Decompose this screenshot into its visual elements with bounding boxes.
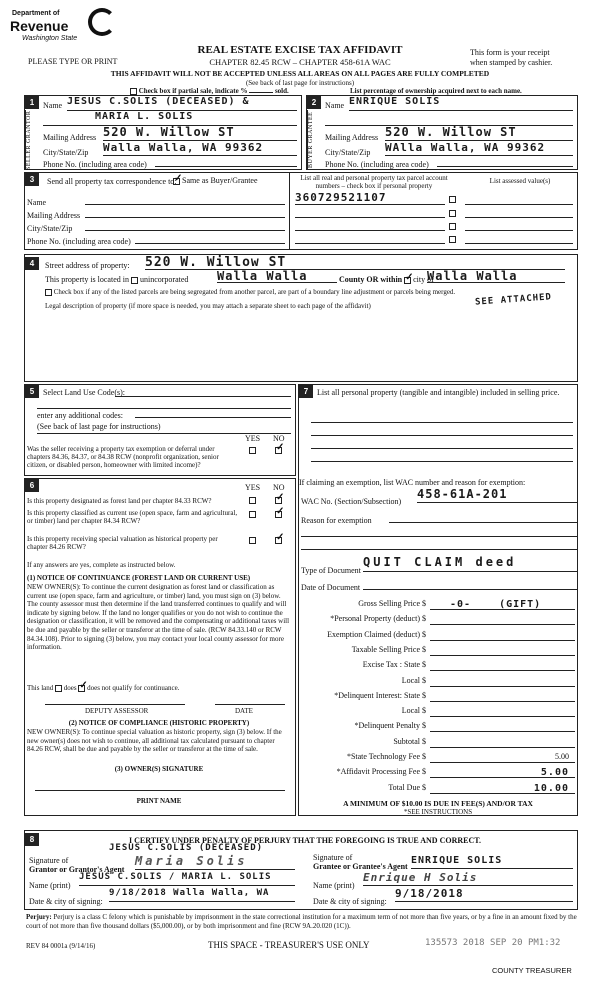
fee-value-field[interactable]: 10.00	[430, 783, 575, 794]
fee-value-field[interactable]: 5.00	[430, 767, 575, 778]
reason-field-2[interactable]	[301, 531, 577, 537]
grantor-signature-field[interactable]: Maria Solis	[135, 854, 295, 870]
grantor-date-city-label: Date & city of signing:	[29, 897, 103, 906]
current-use-yes-checkbox[interactable]	[249, 511, 256, 518]
if-yes-note: If any answers are yes, complete as instructed below.	[27, 561, 176, 569]
check-mark-icon: ✓	[79, 679, 88, 691]
grantee-sig-of-label: Signature of	[313, 853, 353, 862]
check-mark-icon: ✓	[276, 442, 285, 453]
section-8	[24, 830, 578, 910]
fee-label: Taxable Selling Price	[351, 644, 420, 654]
section-number: 4	[25, 257, 39, 270]
fee-row	[300, 737, 590, 749]
fee-label: *Delinquent Interest: State	[334, 690, 420, 700]
grantee-name-field[interactable]: Enrique H Solis	[363, 871, 573, 886]
seller-grantor-label: SELLER GRANTOR	[25, 110, 39, 170]
fee-label: Local	[401, 675, 420, 685]
within-city-row: County OR within ✓ city of	[339, 271, 434, 284]
dollar-sign: $	[422, 614, 426, 624]
buyer-city-field[interactable]: WAlla Walla, WA 99362	[385, 141, 573, 156]
fee-note: (GIFT)	[499, 599, 542, 610]
owner-signature-line[interactable]	[35, 785, 285, 791]
fee-row	[300, 706, 590, 718]
check-mark-icon: ✓	[405, 271, 414, 283]
date-label: DATE	[235, 707, 253, 715]
section-1	[24, 95, 302, 170]
fee-row	[300, 645, 590, 657]
notice-compliance-title: (2) NOTICE OF COMPLIANCE (HISTORIC PROPERTY)	[68, 719, 250, 727]
partial-sale-checkbox[interactable]	[130, 88, 137, 95]
check-mark-icon: ✓	[174, 172, 183, 184]
doc-type-label: Type of Document	[301, 566, 361, 575]
check-mark-icon: ✓	[276, 492, 285, 503]
seller-city-field[interactable]: Walla Walla, WA 99362	[103, 141, 297, 156]
dollar-sign: $	[422, 629, 426, 639]
receipt-line1: This form is your receipt	[470, 48, 550, 57]
parcel-number-field[interactable]	[295, 208, 445, 218]
fee-label: *Affidavit Processing Fee	[336, 767, 420, 777]
fee-label: Gross Selling Price	[358, 599, 420, 608]
segregated-row: Check box if any of the listed parcels are being segregated from another parcel, are part of a boundary line adjustment or parcels being merged.	[45, 288, 455, 296]
send-city-field[interactable]	[85, 221, 285, 231]
county-treasurer: COUNTY TREASURER	[492, 966, 572, 975]
dollar-sign: $	[422, 599, 426, 608]
seller-name-label: Name	[43, 101, 63, 110]
check-mark-icon: ✓	[276, 506, 285, 517]
fee-value-field[interactable]	[430, 630, 575, 641]
fee-label: Subtotal	[393, 736, 420, 746]
fee-value-field[interactable]	[430, 660, 575, 671]
historic-no-checkbox[interactable]	[275, 532, 285, 544]
seller-phone-label: Phone No. (including area code)	[43, 160, 147, 169]
see-back: (See back of last page for instructions)	[245, 79, 355, 87]
notice-continuance-text: NEW OWNER(S): To continue the current designation as forest land or classification as current use (open space, farm and agriculture, or timber) land, you must sign on (3) below. The county assessor must then determine if the land transferred continues to qualify and will indicate by signing below. If the land no longer qualifies or you do not wish to continue the designation or classification, it will be removed and the compensating or additional taxes will be due and payable by the seller or transferor at the time of sale. (RCW 84.33.140 or RCW 84.34.108). Prior to signing (3) below, you may contact your local county assessor for more information.	[27, 583, 290, 652]
same-as-buyer: ✓ Same as Buyer/Grantee	[174, 172, 258, 185]
dollar-sign: $	[422, 675, 426, 685]
dollar-sign: $	[422, 752, 426, 761]
county-field[interactable]: Walla Walla	[217, 269, 337, 283]
section-3	[24, 172, 578, 250]
assessed-value-field[interactable]	[465, 195, 573, 205]
buyer-address-label: Mailing Address	[325, 133, 379, 142]
personal-property-checkbox[interactable]	[449, 196, 456, 203]
fee-row	[300, 721, 590, 733]
section-number: 1	[25, 96, 39, 109]
seller-name-field-2[interactable]: MARIA L. SOLIS	[43, 111, 297, 126]
land-use-field[interactable]	[115, 387, 291, 397]
percentage-note: List percentage of ownership acquired next to each name.	[350, 87, 522, 95]
buyer-name-label: Name	[325, 101, 345, 110]
perjury-notice: Perjury: Perjury is a class C felony which is punishable by imprisonment in the state correctional institution for a maximum term of not more than five years, or by a fine in an amount fixed by the court of not more than five thousand dollars ($5,000.00), or by both imprisonment and fine (RCW 9A.20.020 (1C)).	[26, 913, 577, 930]
no-header: NO	[273, 434, 285, 443]
doc-type-field[interactable]: QUIT CLAIM deed	[363, 555, 577, 572]
section-number: 6	[25, 479, 39, 492]
see-back-note: (See back of last page for instructions)	[37, 422, 161, 431]
historic-question: Is this property receiving special valuation as historical property per chapter 84.26 RCW?	[27, 535, 218, 551]
fee-row	[300, 599, 590, 611]
divider	[289, 173, 290, 249]
fee-label: Excise Tax : State	[362, 660, 420, 670]
forest-yes-checkbox[interactable]	[249, 497, 256, 504]
seller-name-field[interactable]: JESUS C.SOLIS (DECEASED) &	[67, 96, 297, 111]
see-instructions: *SEE INSTRUCTIONS	[403, 808, 473, 816]
print-note: PLEASE TYPE OR PRINT	[28, 57, 118, 66]
dollar-sign: $	[422, 721, 426, 731]
fee-label: Total Due	[388, 782, 420, 792]
reason-field[interactable]	[389, 513, 577, 523]
grantee-date-city-label: Date & city of signing:	[313, 897, 387, 906]
fee-value-field[interactable]	[430, 599, 575, 610]
dept-line2: Revenue	[10, 18, 69, 34]
warning: THIS AFFIDAVIT WILL NOT BE ACCEPTED UNLESS ALL AREAS ON ALL PAGES ARE FULLY COMPLETED	[110, 69, 490, 78]
dept-line3: Washington State	[22, 35, 78, 42]
buyer-grantee-label: BUYER GRANTEE	[307, 110, 321, 170]
dollar-sign: $	[422, 660, 426, 670]
fee-row	[300, 783, 590, 795]
grantor-agent-label: Grantor or Grantor's Agent	[29, 865, 125, 874]
section-number: 3	[25, 173, 39, 186]
buyer-phone-field[interactable]	[437, 157, 573, 167]
deputy-signature-line[interactable]	[45, 699, 185, 705]
current-use-question: Is this property classified as current use (open space, farm and agricultural, or timber) land per chapter 84.34 RCW?	[27, 509, 238, 525]
legal-description-label: Legal description of property (if more space is needed, you may attach a separate sheet to each page of the affidavit)	[45, 302, 371, 310]
logo-mark-icon	[88, 8, 116, 36]
reason-field-3[interactable]	[301, 544, 577, 550]
grantor-date-field[interactable]: 9/18/2018 Walla Walla, WA	[109, 888, 295, 902]
form-title: REAL ESTATE EXCISE TAX AFFIDAVIT	[197, 44, 403, 56]
personal-property-checkbox[interactable]	[449, 223, 456, 230]
form-subtitle: CHAPTER 82.45 RCW – CHAPTER 458-61A WAC	[209, 57, 391, 67]
deputy-assessor-label: DEPUTY ASSESSOR	[85, 707, 149, 715]
deputy-date-line[interactable]	[215, 699, 285, 705]
seller-address-field[interactable]: 520 W. Willow ST	[103, 125, 297, 141]
buyer-phone-label: Phone No. (including area code)	[325, 160, 429, 169]
buyer-name-field-2[interactable]	[325, 111, 573, 126]
notice-continuance-title: (1) NOTICE OF CONTINUANCE (FOREST LAND OR CURRENT USE)	[27, 574, 251, 582]
notice-compliance-text: NEW OWNER(S): To continue special valuation as historic property, sign (3) below. If the new owner(s) does not wish to continue, all additional tax calculated pursuant to chapter 84.26 RCW, shall be due and payable by the seller or transferor at the time of sale.	[27, 728, 282, 754]
fee-label: *Personal Property (deduct)	[330, 614, 420, 624]
exemption-claim-label: If claiming an exemption, list WAC number and reason for exemption:	[299, 478, 526, 487]
fee-value-field[interactable]	[430, 706, 575, 717]
street-label: Street address of property:	[45, 261, 130, 270]
dollar-sign: $	[422, 782, 426, 792]
wac-field[interactable]: 458-61A-201	[417, 487, 577, 503]
personal-property-label: List all personal property (tangible and intangible) included in selling price.	[317, 388, 560, 397]
yes-header: YES	[245, 483, 261, 492]
send-phone-field[interactable]	[135, 234, 285, 244]
send-city-label: City/State/Zip	[27, 224, 73, 233]
send-phone-label: Phone No. (including area code)	[27, 237, 131, 246]
fee-row	[300, 630, 590, 642]
grantee-date-field[interactable]: 9/18/2018	[395, 887, 573, 902]
assessed-value-field[interactable]	[465, 208, 573, 218]
yes-header: YES	[245, 434, 261, 443]
exemption-question: Was the seller receiving a property tax exemption or deferral under chapters 84.36, 84.37, or 84.38 RCW (nonprofit organization, senior citizen, or disabled person, homeowner with limited income)?	[27, 445, 219, 469]
historic-yes-checkbox[interactable]	[249, 537, 256, 544]
forest-question: Is this property designated as forest land per chapter 84.33 RCW?	[27, 497, 212, 505]
exemption-yes-checkbox[interactable]	[249, 447, 256, 454]
dept-line1: Department of	[12, 10, 60, 17]
dollar-sign: $	[422, 690, 426, 700]
buyer-city-label: City/State/Zip	[325, 148, 371, 157]
parcel-number-field[interactable]	[295, 234, 445, 244]
section-2	[306, 95, 578, 170]
print-name-label: PRINT NAME	[136, 797, 182, 805]
current-use-no-checkbox[interactable]	[275, 506, 285, 518]
parcel-header: List all real and personal property tax parcel account numbers – check box if personal property	[300, 174, 448, 190]
forest-no-checkbox[interactable]	[275, 492, 285, 504]
segregated-checkbox[interactable]	[45, 289, 52, 296]
fee-label: Local	[401, 706, 420, 716]
land-use-label: Select Land Use Code(s):	[43, 388, 125, 397]
personal-property-checkbox[interactable]	[449, 236, 456, 243]
assessed-value-field[interactable]	[465, 234, 573, 244]
grantor-sig-of-label: Signature of	[29, 856, 69, 865]
personal-property-line[interactable]	[311, 443, 573, 449]
personal-property-checkbox[interactable]	[449, 210, 456, 217]
city-of-checkbox[interactable]	[404, 271, 414, 284]
fee-value-field[interactable]	[430, 645, 575, 656]
section-number: 5	[25, 385, 39, 398]
wac-label: WAC No. (Section/Subsection)	[301, 497, 402, 506]
fee-row	[300, 691, 590, 703]
fee-row	[300, 767, 590, 779]
send-address-field[interactable]	[85, 208, 285, 218]
grantor-name-print-label: Name (print)	[29, 881, 71, 890]
fee-value-field[interactable]	[430, 676, 575, 687]
fee-label: *Delinquent Penalty	[354, 721, 420, 731]
legal-description-field[interactable]: SEE ATTACHED	[474, 292, 553, 308]
minimum-note: A MINIMUM OF $10.00 IS DUE IN FEE(S) AND/OR TAX	[343, 799, 533, 808]
receipt-line2: when stamped by cashier.	[470, 58, 553, 67]
section-4	[24, 254, 578, 382]
fee-row	[300, 752, 590, 764]
unincorporated-checkbox[interactable]	[131, 277, 138, 284]
city-field[interactable]: Walla Walla	[427, 269, 565, 283]
fee-value-field[interactable]	[430, 737, 575, 748]
section-number: 8	[25, 833, 39, 846]
personal-property-line[interactable]	[311, 430, 573, 436]
seller-address-label: Mailing Address	[43, 133, 97, 142]
exemption-no-checkbox[interactable]	[275, 442, 285, 454]
section-6	[24, 478, 296, 816]
dor-logo	[8, 8, 120, 48]
land-use-field-2[interactable]	[37, 403, 291, 409]
fee-value-field[interactable]	[430, 614, 575, 625]
fee-label: *State Technology Fee	[346, 752, 420, 761]
does-not-checkbox[interactable]	[78, 679, 88, 692]
same-as-buyer-checkbox[interactable]	[173, 172, 183, 185]
grantee-agent-label: Grantee or Grantee's Agent	[313, 862, 408, 871]
form-number: REV 84 0001a (9/14/16)	[26, 942, 96, 950]
grantee-signature-field[interactable]: ENRIQUE SOLIS	[411, 855, 573, 869]
section-number: 2	[307, 96, 321, 109]
doc-date-label: Date of Document	[301, 583, 361, 592]
dollar-sign: $	[422, 736, 426, 746]
reason-label: Reason for exemption	[301, 516, 372, 525]
dollar-sign: $	[422, 706, 426, 716]
fee-row	[300, 676, 590, 688]
doc-date-field[interactable]	[363, 580, 577, 590]
fee-row	[300, 614, 590, 626]
section-number: 7	[299, 385, 313, 398]
send-address-label: Mailing Address	[27, 211, 81, 220]
parcel-number-field[interactable]	[295, 221, 445, 231]
treasurer-stamp: 135573 2018 SEP 20 PM1:32	[425, 938, 561, 948]
certify-statement: I CERTIFY UNDER PENALTY OF PERJURY THAT THE FOREGOING IS TRUE AND CORRECT.	[128, 836, 481, 845]
fee-value: -0-	[450, 599, 472, 610]
grantor-name-field[interactable]: JESUS C.SOLIS / MARIA L. SOLIS	[79, 872, 295, 886]
fee-value-field[interactable]	[430, 691, 575, 702]
personal-property-line[interactable]	[311, 417, 573, 423]
fee-value-field[interactable]	[430, 721, 575, 732]
dollar-sign: $	[422, 644, 426, 654]
continuance-row: This land does ✓ does not qualify for continuance.	[27, 679, 180, 692]
treasurer-space: THIS SPACE - TREASURER'S USE ONLY	[208, 940, 370, 950]
partial-sale: Check box if partial sale, indicate % sold.	[130, 87, 289, 95]
buyer-name-field[interactable]: ENRIQUE SOLIS	[349, 96, 573, 111]
grantee-name-print-label: Name (print)	[313, 881, 355, 890]
personal-property-line[interactable]	[311, 456, 573, 462]
send-name-label: Name	[27, 198, 47, 207]
dollar-sign: $	[422, 767, 426, 777]
buyer-address-field[interactable]: 520 W. Willow ST	[385, 125, 573, 141]
section-5	[24, 384, 296, 476]
fee-row	[300, 660, 590, 672]
send-name-field[interactable]	[85, 195, 285, 205]
fee-value-field[interactable]: 5.00	[430, 752, 575, 763]
owner-signature-label: (3) OWNER(S) SIGNATURE	[114, 765, 204, 773]
check-mark-icon: ✓	[276, 532, 285, 543]
assessed-header: List assessed value(s)	[489, 177, 551, 185]
fee-label: Exemption Claimed (deduct)	[327, 629, 420, 639]
parcel-number-field[interactable]: 360729521107	[295, 191, 445, 205]
location-row: This property is located in unincorporated	[45, 275, 189, 284]
no-header: NO	[273, 483, 285, 492]
additional-codes-label: enter any additional codes:	[37, 411, 123, 420]
send-correspondence-label: Send all property tax correspondence to:	[47, 177, 177, 186]
assessed-value-field[interactable]	[465, 221, 573, 231]
additional-codes-field[interactable]	[135, 410, 291, 418]
does-checkbox[interactable]	[55, 685, 62, 692]
grantor-signature-top[interactable]: JESUS C.SOLIS (DECEASED)	[109, 843, 264, 853]
seller-phone-field[interactable]	[155, 157, 297, 167]
street-address-field[interactable]: 520 W. Willow ST	[145, 255, 565, 270]
seller-city-label: City/State/Zip	[43, 148, 89, 157]
